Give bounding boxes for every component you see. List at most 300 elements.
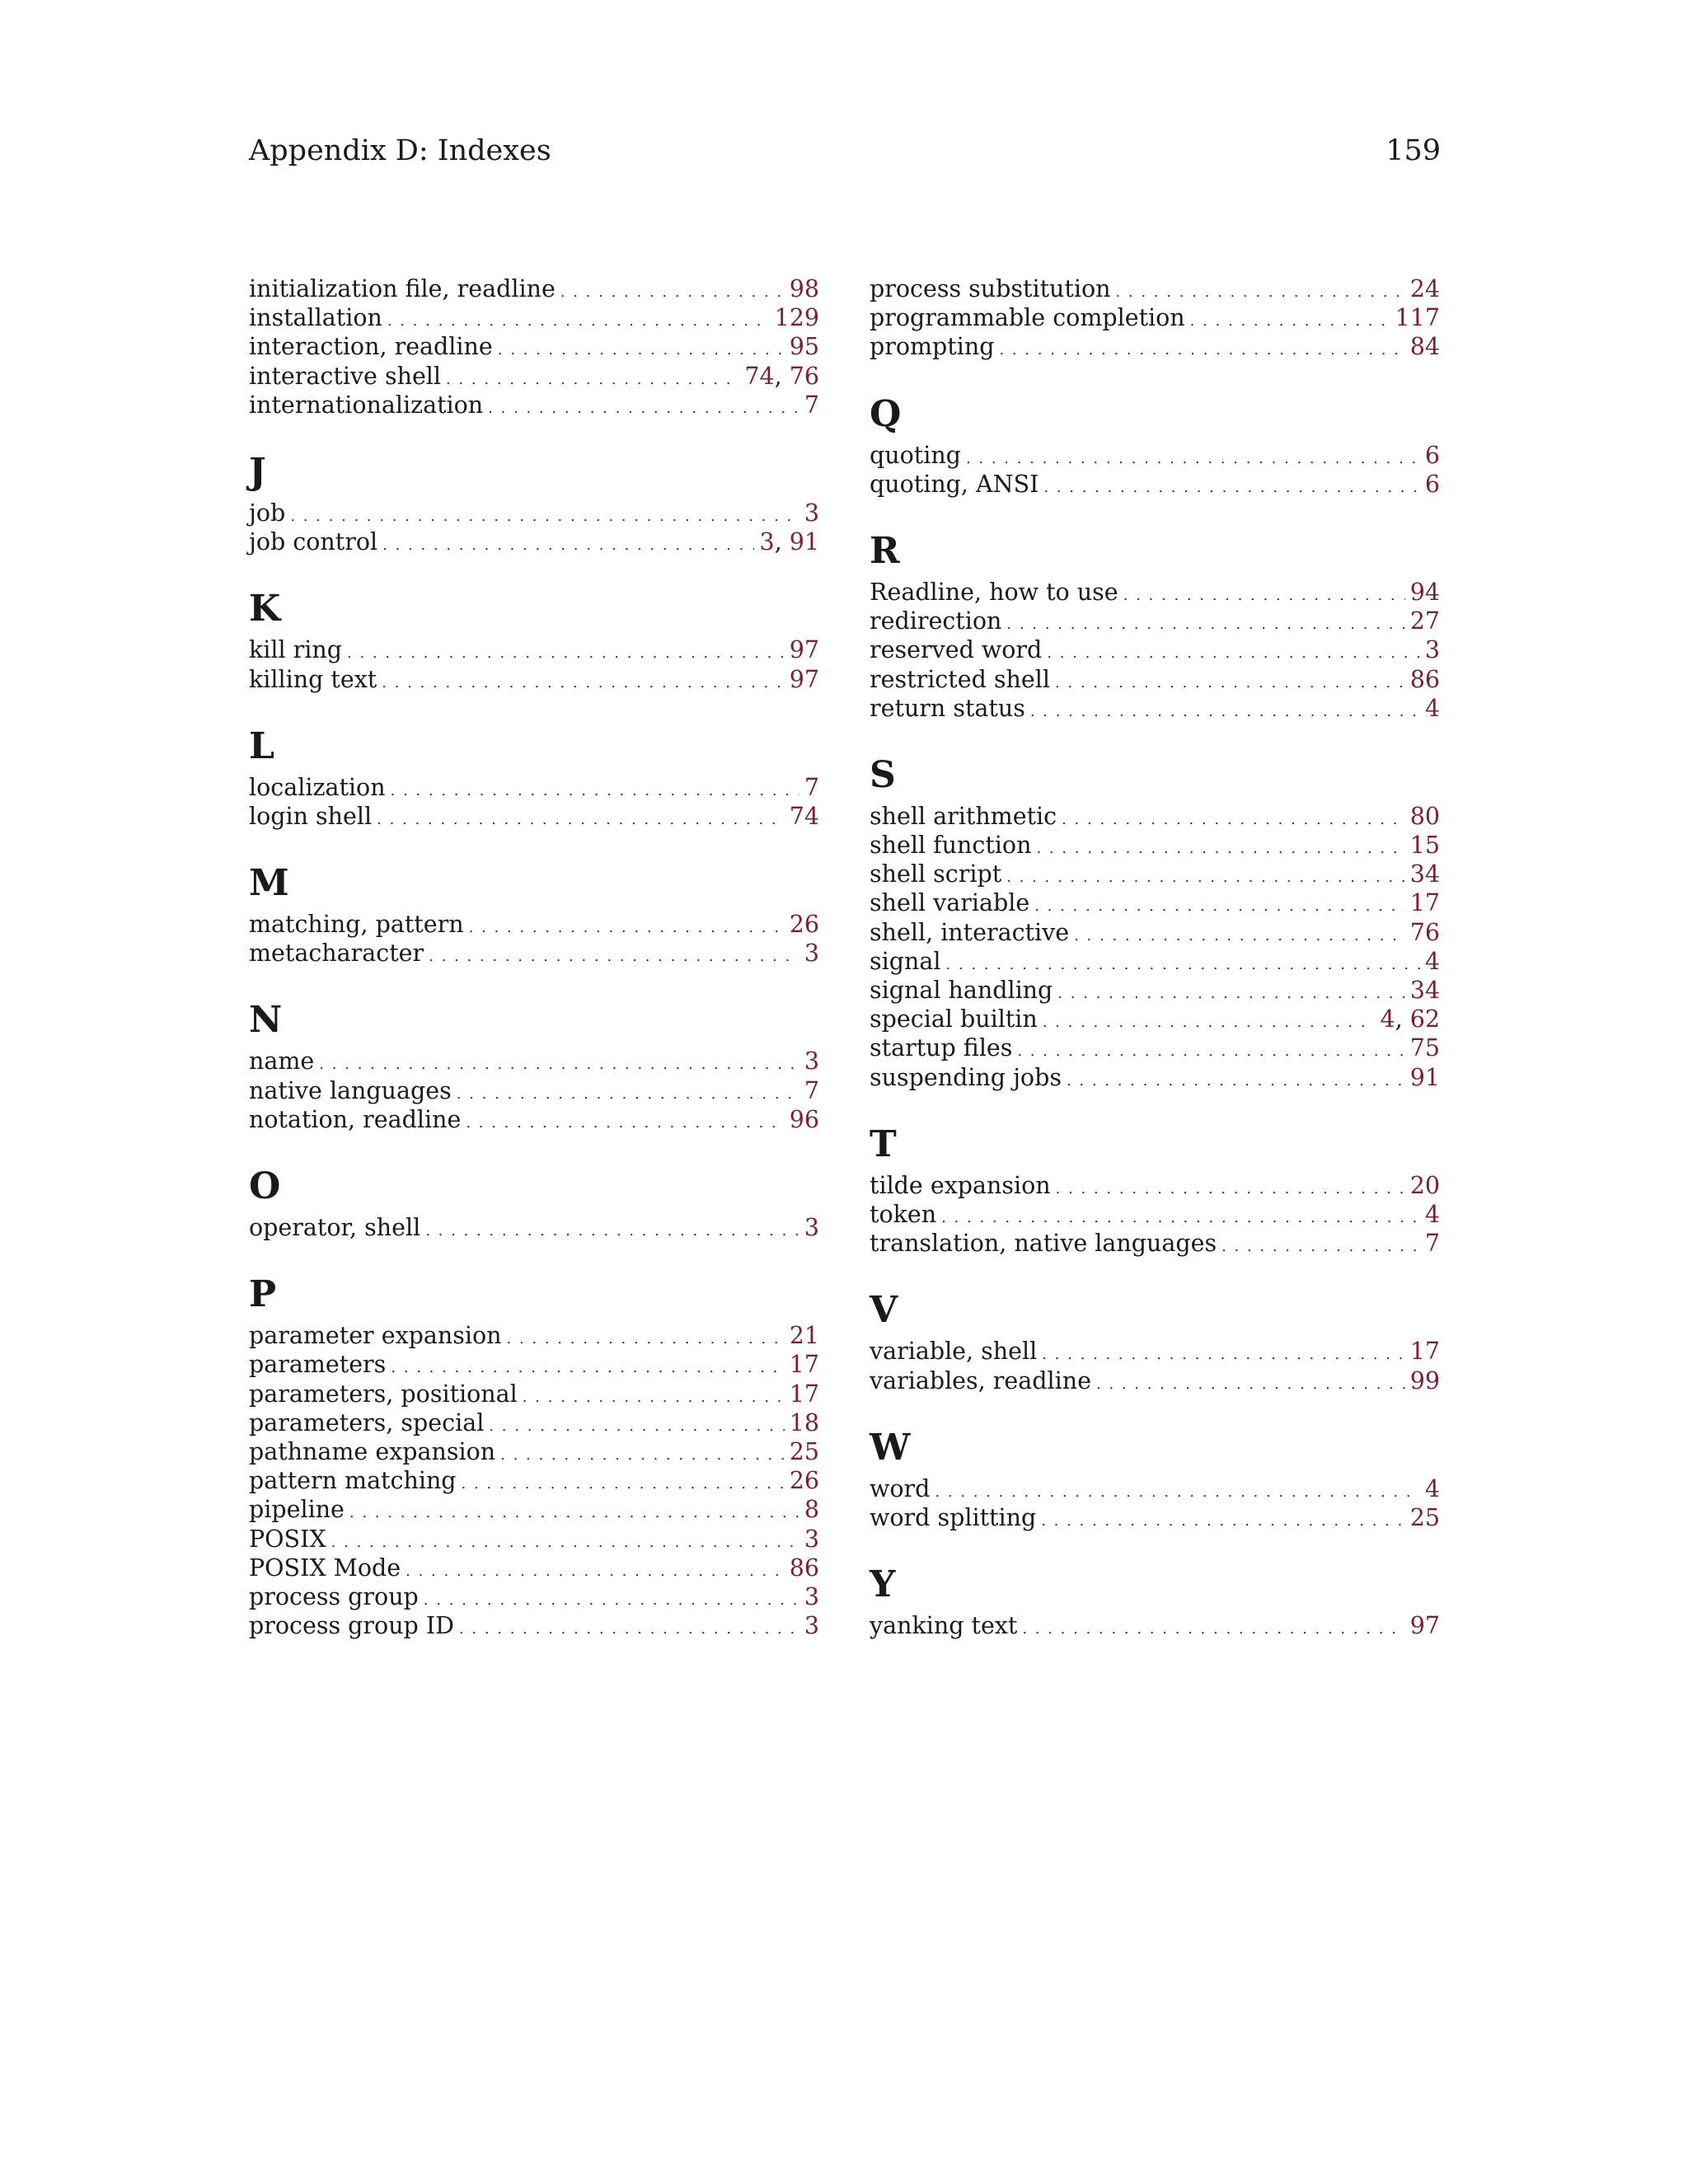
- page-refs: [1410, 1033, 1440, 1062]
- dot-leader: [331, 1525, 799, 1557]
- dot-leader: [1221, 1229, 1420, 1261]
- index-term: metacharacter: [249, 940, 424, 968]
- page-refs: [759, 527, 819, 556]
- index-entry: [249, 1495, 819, 1524]
- page-link[interactable]: 97: [1409, 1612, 1440, 1640]
- page-link[interactable]: 3: [1424, 636, 1440, 664]
- page-refs: [1410, 918, 1440, 947]
- page-refs: [1410, 578, 1440, 607]
- page-refs: [804, 773, 819, 802]
- dot-leader: [507, 1321, 785, 1353]
- index-column-left: [249, 274, 819, 1640]
- index-term: killing text: [249, 665, 377, 693]
- page-refs: [804, 1525, 819, 1554]
- dot-leader: [1057, 976, 1404, 1008]
- index-entry: [870, 274, 1440, 303]
- dot-leader: [1006, 860, 1405, 892]
- index-entry: [249, 274, 819, 303]
- page-link[interactable]: 96: [789, 1105, 819, 1133]
- index-term: tilde expansion: [870, 1171, 1051, 1199]
- index-entry: [249, 773, 819, 802]
- dot-leader: [446, 362, 739, 394]
- index-term: installation: [249, 304, 382, 332]
- page-refs: [790, 332, 819, 361]
- dot-leader: [941, 1200, 1420, 1232]
- index-term: shell variable: [870, 889, 1030, 917]
- index-entry: [249, 1582, 819, 1611]
- page-refs: [790, 1408, 819, 1437]
- page-refs: [804, 939, 819, 968]
- dot-leader: [382, 665, 785, 697]
- index-entry: [870, 1171, 1440, 1200]
- dot-leader: [1034, 888, 1405, 921]
- page-refs: [790, 1321, 819, 1350]
- index-term: suspending jobs: [870, 1063, 1062, 1091]
- dot-leader: [459, 1611, 799, 1643]
- index-entry: [249, 910, 819, 939]
- page-refs: [1410, 860, 1440, 888]
- page-link[interactable]: 7: [804, 1076, 819, 1104]
- page-link[interactable]: 76: [1409, 918, 1440, 946]
- index-term: pipeline: [249, 1496, 345, 1524]
- index-term: POSIX Mode: [249, 1554, 401, 1582]
- index-entry: [870, 578, 1440, 607]
- page-link[interactable]: 6: [1424, 441, 1440, 469]
- index-term: variables, readline: [870, 1366, 1091, 1394]
- page-header: [249, 132, 1441, 170]
- index-column-right: [870, 274, 1440, 1640]
- page-link[interactable]: 17: [1409, 889, 1440, 917]
- index-term: initialization file, readline: [249, 275, 556, 302]
- index-term: translation, native languages: [870, 1230, 1217, 1258]
- dot-leader: [466, 1105, 784, 1137]
- index-entry: [870, 665, 1440, 694]
- index-entry: [870, 332, 1440, 361]
- page-link[interactable]: 4: [1424, 1200, 1440, 1228]
- index-term: prompting: [870, 333, 995, 361]
- page-link[interactable]: 97: [789, 665, 819, 693]
- dot-leader: [391, 773, 799, 805]
- page-link[interactable]: 3: [804, 499, 819, 527]
- index-term: parameter expansion: [249, 1322, 502, 1350]
- dot-leader: [560, 274, 785, 307]
- index-entry: [870, 1200, 1440, 1229]
- page-refs: [1410, 1171, 1440, 1200]
- index-term: redirection: [870, 607, 1002, 635]
- page-refs: [1395, 303, 1440, 332]
- index-entry: [870, 860, 1440, 888]
- index-entry: [870, 1366, 1440, 1395]
- index-entry: [870, 1033, 1440, 1062]
- dot-leader: [391, 1350, 784, 1382]
- index-entry: [870, 470, 1440, 499]
- page-refs: [1410, 976, 1440, 1005]
- index-term: signal: [870, 947, 941, 975]
- page-refs: [1410, 274, 1440, 303]
- index-entry: [870, 1063, 1440, 1092]
- index-entry: [249, 1076, 819, 1105]
- page-link[interactable]: 26: [789, 1467, 819, 1495]
- index-term: special builtin: [870, 1005, 1038, 1033]
- index-term: interaction, readline: [249, 333, 493, 361]
- dot-leader: [469, 910, 785, 942]
- section-letter: T: [870, 1122, 897, 1165]
- page-refs: [790, 1466, 819, 1495]
- page-link[interactable]: 6: [1424, 470, 1440, 498]
- dot-leader: [1036, 831, 1404, 863]
- page-refs: [1410, 332, 1440, 361]
- index-term: parameters, positional: [249, 1380, 518, 1408]
- index-entry: [249, 1408, 819, 1437]
- page-link[interactable]: 7: [804, 391, 819, 419]
- page-separator: ,: [774, 528, 790, 556]
- page-link[interactable]: 3: [804, 1612, 819, 1640]
- dot-leader: [1022, 1611, 1404, 1643]
- page-link[interactable]: 34: [1409, 860, 1440, 888]
- page-link[interactable]: 4: [1424, 1474, 1440, 1502]
- page-link[interactable]: 20: [1409, 1171, 1440, 1199]
- dot-leader: [1006, 607, 1404, 639]
- page-refs: [804, 1495, 819, 1524]
- page-link[interactable]: 3: [759, 528, 775, 556]
- page-refs: [1425, 470, 1440, 499]
- page-refs: [790, 635, 819, 664]
- page-link[interactable]: 26: [789, 911, 819, 939]
- page-refs: [1380, 1005, 1440, 1033]
- dot-leader: [1067, 1063, 1405, 1095]
- page-link[interactable]: 25: [789, 1437, 819, 1465]
- page-refs: [1410, 1063, 1440, 1092]
- page-refs: [1425, 947, 1440, 976]
- page-refs: [790, 1350, 819, 1379]
- page-refs: [804, 1582, 819, 1611]
- index-entry: [249, 1437, 819, 1466]
- dot-leader: [1115, 274, 1404, 307]
- dot-leader: [319, 1047, 799, 1079]
- index-entry: [870, 888, 1440, 917]
- index-term: matching, pattern: [249, 911, 464, 939]
- page-refs: [1425, 1200, 1440, 1229]
- page-link[interactable]: 24: [1409, 275, 1440, 302]
- page-link[interactable]: 98: [789, 275, 819, 302]
- dot-leader: [1041, 1503, 1405, 1535]
- dot-leader: [1030, 694, 1420, 726]
- dot-leader: [1017, 1033, 1404, 1066]
- page-refs: [1410, 831, 1440, 860]
- index-entry: [249, 802, 819, 831]
- index-entry: [249, 1321, 819, 1350]
- dot-leader: [945, 947, 1419, 979]
- index-entry: [870, 1337, 1440, 1366]
- page-link[interactable]: 27: [1409, 607, 1440, 635]
- page-refs: [804, 1076, 819, 1105]
- section-letter: R: [870, 529, 900, 572]
- index-term: word: [870, 1474, 931, 1502]
- index-term: name: [249, 1047, 315, 1076]
- page-link[interactable]: 25: [1409, 1503, 1440, 1531]
- index-entry: [249, 527, 819, 556]
- dot-leader: [347, 635, 785, 668]
- index-entry: [249, 1525, 819, 1554]
- index-term: token: [870, 1200, 937, 1228]
- dot-leader: [935, 1474, 1419, 1507]
- page-link[interactable]: 94: [1409, 578, 1440, 606]
- dot-leader: [377, 802, 785, 834]
- page-refs: [1410, 802, 1440, 831]
- page-title: Appendix D: Indexes: [249, 134, 551, 167]
- dot-leader: [382, 527, 754, 560]
- section-letter: Q: [870, 392, 902, 435]
- page-refs: [1425, 1229, 1440, 1258]
- page-number: 159: [1386, 134, 1441, 167]
- page-link[interactable]: 75: [1409, 1034, 1440, 1062]
- index-entry: [249, 1213, 819, 1242]
- index-term: Readline, how to use: [870, 578, 1118, 606]
- index-term: internationalization: [249, 391, 484, 419]
- dot-leader: [1043, 1005, 1376, 1037]
- index-entry: [249, 1611, 819, 1640]
- index-entry: [870, 976, 1440, 1005]
- page-link[interactable]: 74: [789, 802, 819, 830]
- page-link[interactable]: 117: [1395, 304, 1440, 332]
- dot-leader: [462, 1466, 785, 1498]
- section-letter: V: [870, 1289, 898, 1332]
- index-entry: [870, 1503, 1440, 1532]
- dot-leader: [349, 1495, 799, 1527]
- index-term: restricted shell: [870, 665, 1050, 693]
- dot-leader: [1096, 1366, 1405, 1399]
- dot-leader: [387, 303, 770, 335]
- page-link[interactable]: 18: [789, 1408, 819, 1436]
- page-link[interactable]: 129: [774, 304, 819, 332]
- dot-leader: [488, 391, 799, 423]
- page-refs: [1425, 441, 1440, 470]
- dot-leader: [457, 1076, 799, 1108]
- page-link[interactable]: 95: [789, 333, 819, 361]
- index-entry: [249, 332, 819, 361]
- index-entry: [249, 303, 819, 332]
- index-term: kill ring: [249, 636, 343, 664]
- page-link[interactable]: 17: [1409, 1338, 1440, 1366]
- index-entry: [870, 635, 1440, 664]
- dot-leader: [1123, 578, 1405, 610]
- index-term: interactive shell: [249, 362, 442, 390]
- index-term: shell function: [870, 832, 1032, 860]
- page-refs: [804, 1611, 819, 1640]
- page-refs: [790, 802, 819, 831]
- index-term: shell arithmetic: [870, 802, 1057, 830]
- section-letter: S: [870, 753, 896, 796]
- index-term: shell, interactive: [870, 918, 1070, 946]
- page-link[interactable]: 86: [789, 1554, 819, 1582]
- dot-leader: [406, 1554, 785, 1586]
- page-link[interactable]: 7: [804, 773, 819, 801]
- page-refs: [790, 665, 819, 694]
- dot-leader: [1056, 1171, 1405, 1203]
- dot-leader: [1190, 303, 1390, 335]
- index-entry: [249, 1466, 819, 1495]
- page-link[interactable]: 91: [789, 528, 819, 556]
- page-refs: [1425, 694, 1440, 723]
- dot-leader: [1055, 665, 1405, 697]
- dot-leader: [500, 1437, 785, 1469]
- page-refs: [1410, 888, 1440, 917]
- index-entry: [870, 607, 1440, 635]
- dot-leader: [1074, 918, 1405, 950]
- page-refs: [1410, 1337, 1440, 1366]
- index-term: reserved word: [870, 636, 1043, 664]
- page-link[interactable]: 97: [789, 636, 819, 664]
- section-letter: J: [249, 450, 266, 493]
- index-entry: [249, 635, 819, 664]
- page-refs: [790, 1380, 819, 1408]
- page-refs: [744, 362, 819, 391]
- page-link[interactable]: 17: [789, 1351, 819, 1379]
- index-term: notation, readline: [249, 1105, 462, 1133]
- index-entry: [249, 1380, 819, 1408]
- page-refs: [1410, 1611, 1440, 1640]
- dot-leader: [1047, 635, 1420, 668]
- index-term: yanking text: [870, 1612, 1018, 1640]
- page-link[interactable]: 15: [1409, 832, 1440, 860]
- dot-leader: [999, 332, 1404, 364]
- page-refs: [804, 1047, 819, 1076]
- index-entry: [249, 362, 819, 391]
- page-link[interactable]: 4: [1424, 947, 1440, 975]
- dot-leader: [425, 1213, 799, 1245]
- page-link[interactable]: 21: [789, 1322, 819, 1350]
- index-term: programmable completion: [870, 304, 1185, 332]
- section-letter: K: [249, 588, 281, 630]
- index-term: pathname expansion: [249, 1437, 496, 1465]
- index-term: startup files: [870, 1034, 1013, 1062]
- dot-leader: [1043, 470, 1420, 502]
- index-entry: [249, 391, 819, 419]
- index-entry: [870, 441, 1440, 470]
- index-term: POSIX: [249, 1525, 326, 1553]
- page-link[interactable]: 4: [1424, 694, 1440, 722]
- page-link[interactable]: 86: [1409, 665, 1440, 693]
- page-link[interactable]: 34: [1409, 977, 1440, 1004]
- index-entry: [870, 1611, 1440, 1640]
- index-term: quoting: [870, 441, 961, 469]
- dot-leader: [523, 1380, 785, 1412]
- page-link[interactable]: 3: [804, 940, 819, 968]
- page-link[interactable]: 17: [789, 1380, 819, 1408]
- page-refs: [1410, 1503, 1440, 1532]
- page-link[interactable]: 91: [1409, 1063, 1440, 1091]
- page-refs: [790, 1437, 819, 1466]
- index-term: process substitution: [870, 275, 1111, 302]
- index-term: parameters, special: [249, 1408, 485, 1436]
- section-letter: Y: [870, 1563, 896, 1606]
- index-term: quoting, ANSI: [870, 470, 1039, 498]
- index-entry: [870, 802, 1440, 831]
- index-entry: [870, 694, 1440, 723]
- dot-leader: [424, 1582, 799, 1615]
- page-refs: [1425, 635, 1440, 664]
- page-link[interactable]: 76: [789, 362, 819, 390]
- page-link[interactable]: 80: [1409, 802, 1440, 830]
- index-term: pattern matching: [249, 1467, 457, 1495]
- index-term: job: [249, 499, 286, 527]
- page-refs: [790, 1105, 819, 1134]
- page-link[interactable]: 62: [1409, 1005, 1440, 1033]
- page-refs: [790, 1554, 819, 1582]
- dot-leader: [489, 1408, 784, 1441]
- page-link[interactable]: 8: [804, 1496, 819, 1524]
- page-link[interactable]: 84: [1409, 333, 1440, 361]
- index-term: shell script: [870, 860, 1002, 888]
- index-term: variable, shell: [870, 1338, 1038, 1366]
- dot-leader: [429, 939, 799, 971]
- index-term: login shell: [249, 802, 373, 830]
- index-entry: [870, 1229, 1440, 1258]
- index-entry: [870, 918, 1440, 947]
- index-entry: [249, 1105, 819, 1134]
- page-separator: ,: [774, 362, 790, 390]
- page-link[interactable]: 74: [744, 362, 775, 390]
- section-letter: W: [870, 1426, 911, 1469]
- section-letter: M: [249, 862, 289, 905]
- index-entry: [249, 499, 819, 527]
- index-entry: [870, 1474, 1440, 1503]
- section-letter: O: [249, 1165, 281, 1207]
- page-refs: [804, 499, 819, 527]
- page-refs: [1425, 1474, 1440, 1503]
- page-refs: [790, 274, 819, 303]
- page-link[interactable]: 3: [804, 1525, 819, 1553]
- page-refs: [1410, 1366, 1440, 1395]
- dot-leader: [966, 441, 1420, 473]
- index-term: job control: [249, 528, 378, 556]
- index-entry: [249, 665, 819, 694]
- index-term: word splitting: [870, 1503, 1037, 1531]
- page-refs: [1410, 607, 1440, 635]
- page-link[interactable]: 99: [1409, 1366, 1440, 1394]
- page-link[interactable]: 4: [1380, 1005, 1395, 1033]
- index-term: operator, shell: [249, 1214, 421, 1241]
- dot-leader: [290, 499, 799, 531]
- index-term: process group ID: [249, 1612, 454, 1640]
- index-entry: [870, 303, 1440, 332]
- page-link[interactable]: 7: [1424, 1230, 1440, 1258]
- index-entry: [870, 1005, 1440, 1033]
- index-term: return status: [870, 694, 1025, 722]
- index-entry: [249, 1554, 819, 1582]
- index-entry: [249, 1047, 819, 1076]
- page-refs: [804, 1213, 819, 1242]
- page-link[interactable]: 3: [804, 1214, 819, 1241]
- section-letter: P: [249, 1273, 277, 1316]
- dot-leader: [1042, 1337, 1404, 1369]
- section-letter: N: [249, 999, 283, 1042]
- page-link[interactable]: 3: [804, 1582, 819, 1610]
- index-term: process group: [249, 1582, 419, 1610]
- page-refs: [775, 303, 819, 332]
- page-refs: [804, 391, 819, 419]
- index-entry: [870, 947, 1440, 976]
- index-term: parameters: [249, 1351, 387, 1379]
- index-term: localization: [249, 773, 386, 801]
- section-letter: L: [249, 724, 274, 767]
- dot-leader: [1062, 802, 1405, 834]
- dot-leader: [498, 332, 785, 364]
- index-entry: [249, 1350, 819, 1379]
- index-entry: [870, 831, 1440, 860]
- page-refs: [790, 910, 819, 939]
- page-link[interactable]: 3: [804, 1047, 819, 1076]
